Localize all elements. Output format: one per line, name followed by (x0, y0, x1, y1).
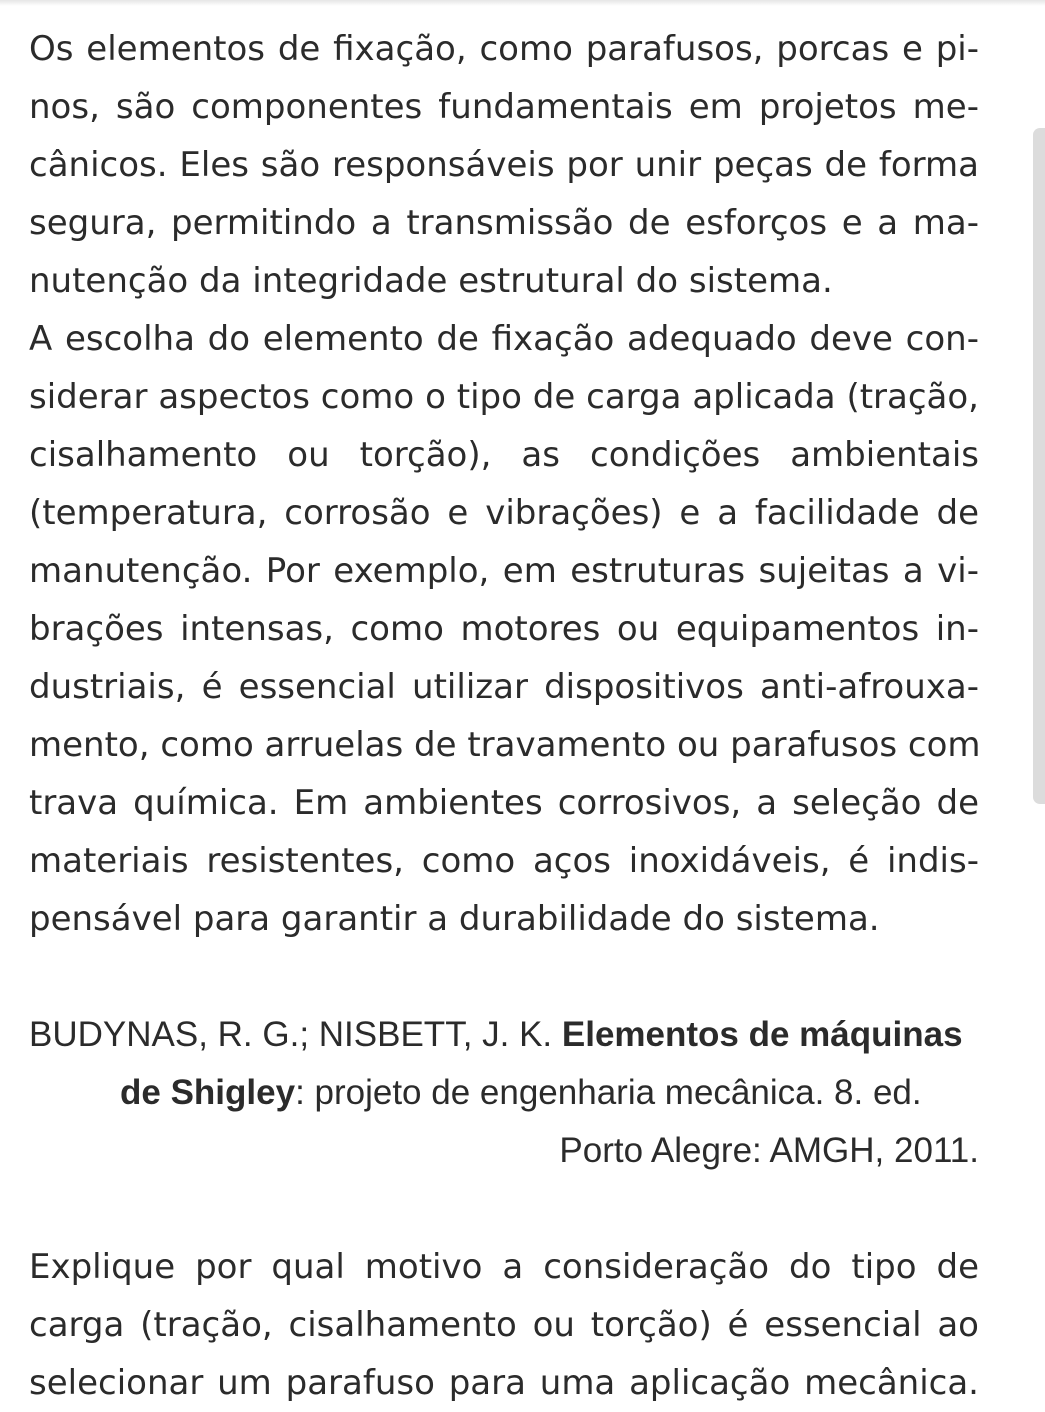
text-line: (temperatura, corrosão e vibrações) e a facilidade de (29, 493, 979, 533)
top-edge-shadow (0, 0, 1045, 6)
text-line: A escolha do elemento de fixação adequado deve con- (29, 319, 979, 359)
reference-line-2 (29, 1064, 979, 1122)
text-line: nutenção da integridade estrutural do sistema. (29, 261, 833, 301)
document-content (29, 20, 979, 1412)
text-line: trava química. Em ambientes corrosivos, a seleção de (29, 783, 979, 823)
text-line: brações intensas, como motores ou equipamentos in- (29, 609, 979, 649)
text-line: manutenção. Por exemplo, em estruturas sujeitas a vi- (29, 551, 979, 591)
spacer (29, 1180, 979, 1238)
reference-line-1 (29, 1006, 979, 1064)
text-line: siderar aspectos como o tipo de carga aplicada (tração, (29, 377, 979, 417)
bibliographic-reference (29, 1006, 979, 1180)
vertical-scrollbar[interactable] (1031, 0, 1045, 1393)
text-line: cisalhamento ou torção), as condições ambientais (29, 435, 979, 475)
reference-subtitle: : projeto de engenharia mecânica. 8. ed. (295, 1073, 922, 1112)
text-line: nos, são componentes fundamentais em projetos me- (29, 87, 979, 127)
spacer (29, 948, 979, 1006)
paragraph-selection-criteria (29, 310, 979, 948)
text-line: segura, permitindo a transmissão de esforços e a ma- (29, 203, 979, 243)
reference-title-cont: de Shigley (120, 1073, 296, 1112)
reference-title: Elementos de máquinas (561, 1015, 963, 1054)
text-line: selecionar um parafuso para uma aplicação mecânica. (29, 1363, 979, 1403)
text-line: dustriais, é essencial utilizar dispositivos anti-afrouxa- (29, 667, 979, 707)
question-prompt (29, 1238, 979, 1412)
text-line: Os elementos de fixação, como parafusos, porcas e pi- (29, 29, 979, 69)
paragraph-fixation-elements (29, 20, 979, 310)
text-line: mento, como arruelas de travamento ou parafusos com (29, 725, 981, 765)
reference-authors: BUDYNAS, R. G.; NISBETT, J. K. (29, 1015, 562, 1054)
reference-publisher: Porto Alegre: AMGH, 2011. (559, 1131, 979, 1170)
text-line: Explique por qual motivo a consideração do tipo de (29, 1247, 979, 1287)
text-line: cânicos. Eles são responsáveis por unir peças de forma (29, 145, 979, 185)
text-line: materiais resistentes, como aços inoxidáveis, é indis- (29, 841, 979, 881)
text-line: carga (tração, cisalhamento ou torção) é essencial ao (29, 1305, 979, 1345)
scrollbar-thumb[interactable] (1033, 128, 1045, 804)
text-line: pensável para garantir a durabilidade do sistema. (29, 899, 880, 939)
